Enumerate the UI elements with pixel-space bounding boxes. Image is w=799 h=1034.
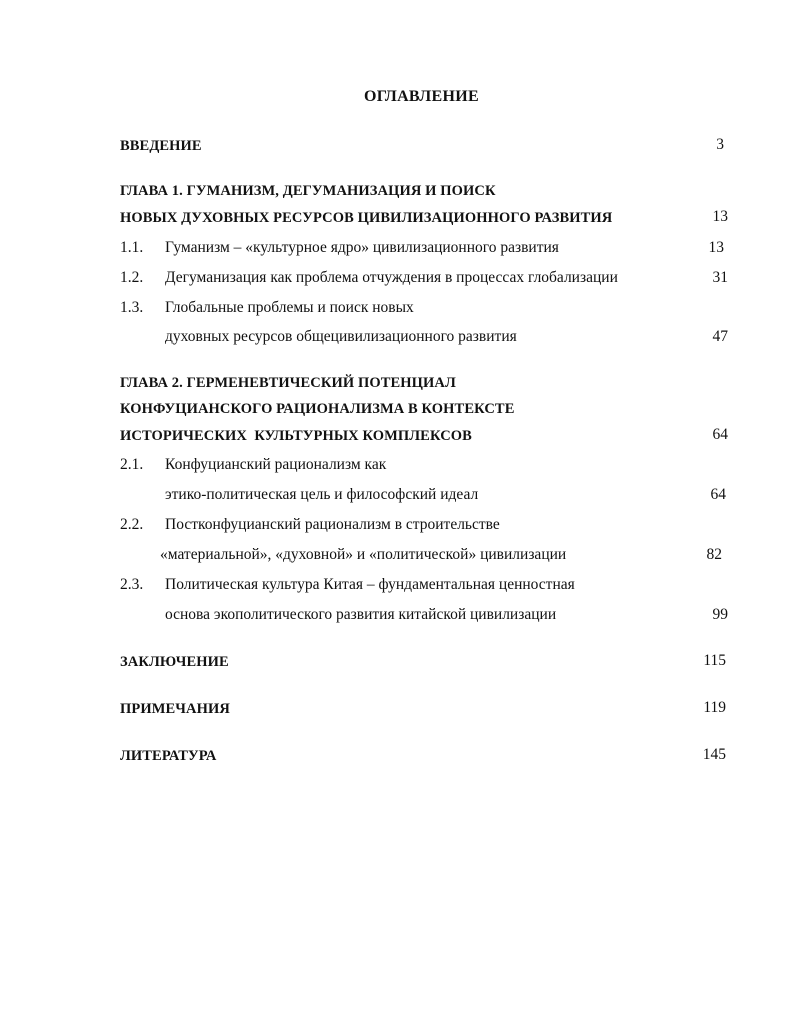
toc-intro-label: ВВЕДЕНИЕ: [120, 138, 202, 154]
chapter1-title-line2: НОВЫХ ДУХОВНЫХ РЕСУРСОВ ЦИВИЛИЗАЦИОННОГО РАЗВИТИЯ: [120, 210, 613, 226]
section-1-3-page: 47: [712, 328, 728, 345]
toc-literature-label: ЛИТЕРАТУРА: [120, 748, 217, 764]
toc-notes-page: 119: [703, 699, 726, 716]
section-1-1-page: 13: [708, 239, 724, 256]
section-2-2-page: 82: [706, 546, 722, 563]
section-2-1-page: 64: [710, 486, 726, 503]
chapter2-title-line3: ИСТОРИЧЕСКИХ КУЛЬТУРНЫХ КОМПЛЕКСОВ: [120, 428, 472, 444]
section-1-3-number: 1.3.: [120, 299, 144, 316]
toc-conclusion-label: ЗАКЛЮЧЕНИЕ: [120, 654, 229, 670]
section-1-1-title: Гуманизм – «культурное ядро» цивилизационного развития: [165, 239, 559, 256]
section-2-3-title-line2: основа экополитического развития китайской цивилизации: [165, 606, 557, 623]
chapter2-title-line2: КОНФУЦИАНСКОГО РАЦИОНАЛИЗМА В КОНТЕКСТЕ: [120, 401, 515, 417]
section-2-3-title-line1: Политическая культура Китая – фундаментальная ценностная: [165, 576, 575, 593]
section-1-1-number: 1.1.: [120, 239, 144, 256]
section-2-1-title-line2: этико-политическая цель и философский идеал: [165, 486, 479, 503]
section-1-2-title: Дегуманизация как проблема отчуждения в процессах глобализации: [165, 269, 618, 286]
chapter2-page: 64: [712, 426, 728, 443]
chapter1-page: 13: [712, 208, 728, 225]
section-2-3-page: 99: [712, 606, 728, 623]
toc-literature-page: 145: [702, 746, 726, 763]
section-2-1-title-line1: Конфуцианский рационализм как: [165, 456, 387, 473]
toc-notes-label: ПРИМЕЧАНИЯ: [120, 701, 230, 717]
section-2-2-title-line1: Постконфуцианский рационализм в строительстве: [165, 516, 500, 533]
section-1-2-page: 31: [712, 269, 728, 286]
section-2-2-title-line2: «материальной», «духовной» и «политической» цивилизации: [160, 546, 567, 563]
toc-conclusion-page: 115: [703, 652, 726, 669]
toc-intro-page: 3: [716, 136, 724, 153]
toc-title: ОГЛАВЛЕНИЕ: [364, 88, 479, 105]
chapter1-title-line1: ГЛАВА 1. ГУМАНИЗМ, ДЕГУМАНИЗАЦИЯ И ПОИСК: [120, 183, 496, 199]
section-2-2-number: 2.2.: [120, 516, 144, 533]
section-2-1-number: 2.1.: [120, 456, 144, 473]
section-1-3-title-line1: Глобальные проблемы и поиск новых: [165, 299, 414, 316]
section-2-3-number: 2.3.: [120, 576, 144, 593]
section-1-3-title-line2: духовных ресурсов общецивилизационного развития: [165, 328, 517, 345]
chapter2-title-line1: ГЛАВА 2. ГЕРМЕНЕВТИЧЕСКИЙ ПОТЕНЦИАЛ: [120, 375, 456, 391]
section-1-2-number: 1.2.: [120, 269, 144, 286]
